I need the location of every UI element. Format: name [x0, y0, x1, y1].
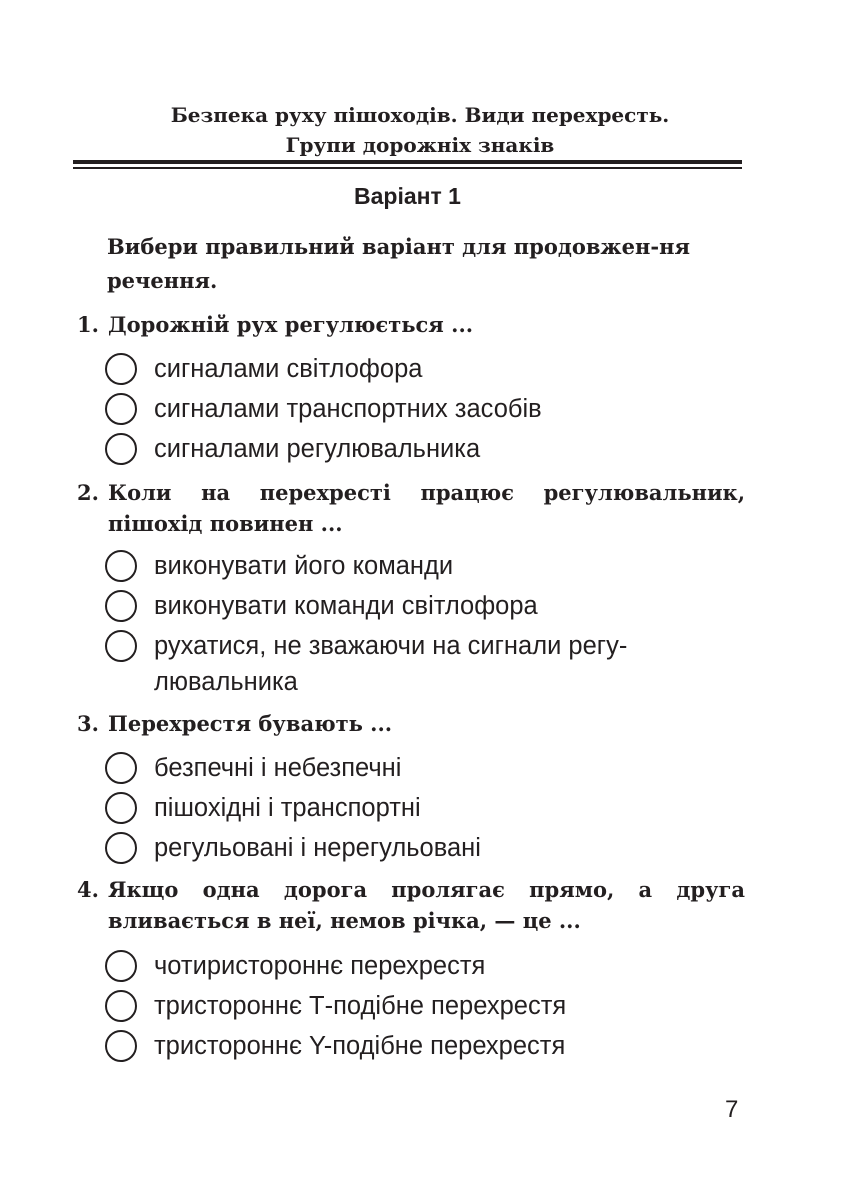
option-3-3[interactable]: [105, 830, 745, 866]
option-label: пішохідні і транспортні: [154, 794, 421, 822]
radio-circle-icon[interactable]: [105, 1030, 137, 1062]
radio-circle-icon[interactable]: [105, 832, 137, 864]
radio-circle-icon[interactable]: [105, 630, 137, 662]
question-2: [77, 477, 745, 539]
question-text: Перехрестя бувають ...: [108, 711, 393, 736]
radio-circle-icon[interactable]: [105, 353, 137, 385]
option-label: безпечні і небезпечні: [154, 754, 402, 782]
question-number: 2.: [77, 480, 99, 505]
option-3-1[interactable]: [105, 750, 745, 786]
radio-circle-icon[interactable]: [105, 393, 137, 425]
radio-circle-icon[interactable]: [105, 752, 137, 784]
option-label: регульовані і нерегульовані: [154, 834, 481, 862]
question-text: Дорожній рух регулюється ...: [108, 312, 474, 337]
option-label: сигналами світлофора: [154, 355, 423, 383]
question-number: 4.: [77, 877, 99, 902]
question-1: [77, 309, 745, 340]
option-4-1[interactable]: [105, 948, 745, 984]
radio-circle-icon[interactable]: [105, 950, 137, 982]
option-1-3[interactable]: [105, 431, 745, 467]
option-2-3[interactable]: [105, 628, 745, 700]
option-2-1[interactable]: [105, 548, 745, 584]
option-1-1[interactable]: [105, 351, 745, 387]
option-label: сигналами транспортних засобів: [154, 395, 542, 423]
radio-circle-icon[interactable]: [105, 550, 137, 582]
option-label: сигналами регулювальника: [154, 435, 481, 463]
question-text: Коли на перехресті працює регулювальник, пішохід повинен ...: [108, 480, 745, 536]
option-1-2[interactable]: [105, 391, 745, 427]
question-number: 1.: [77, 312, 99, 337]
page-number: 7: [725, 1096, 739, 1123]
title-line-2: Групи дорожніх знаків: [285, 133, 555, 157]
option-label: рухатися, не зважаючи на сигнали регу-лювальника: [154, 632, 628, 696]
title-line-1: Безпека руху пішоходів. Види перехресть.: [170, 103, 670, 127]
instruction-text: Вибери правильний варіант для продовжен-ня речення.: [107, 234, 690, 293]
option-4-3[interactable]: [105, 1028, 745, 1064]
title-divider-thick: [73, 160, 742, 164]
question-text: Якщо одна дорога пролягає прямо, а друга вливається в неї, немов річка, — це ...: [108, 877, 745, 933]
question-3: [77, 708, 745, 739]
question-number: 3.: [77, 711, 99, 736]
radio-circle-icon[interactable]: [105, 990, 137, 1022]
option-4-2[interactable]: [105, 988, 745, 1024]
page-title: [80, 100, 760, 160]
option-label: виконувати команди світлофора: [154, 592, 538, 620]
radio-circle-icon[interactable]: [105, 433, 137, 465]
option-label: виконувати його команди: [154, 552, 454, 580]
option-label: чотиристороннє перехрестя: [154, 952, 486, 980]
title-divider-thin: [73, 167, 742, 169]
question-4: [77, 874, 745, 936]
variant-heading: Варіант 1: [354, 183, 461, 209]
option-3-2[interactable]: [105, 790, 745, 826]
option-label: тристороннє Y-подібне перехрестя: [154, 1032, 566, 1060]
option-2-2[interactable]: [105, 588, 745, 624]
radio-circle-icon[interactable]: [105, 792, 137, 824]
option-label: тристороннє Т-подібне перехрестя: [154, 992, 567, 1020]
radio-circle-icon[interactable]: [105, 590, 137, 622]
